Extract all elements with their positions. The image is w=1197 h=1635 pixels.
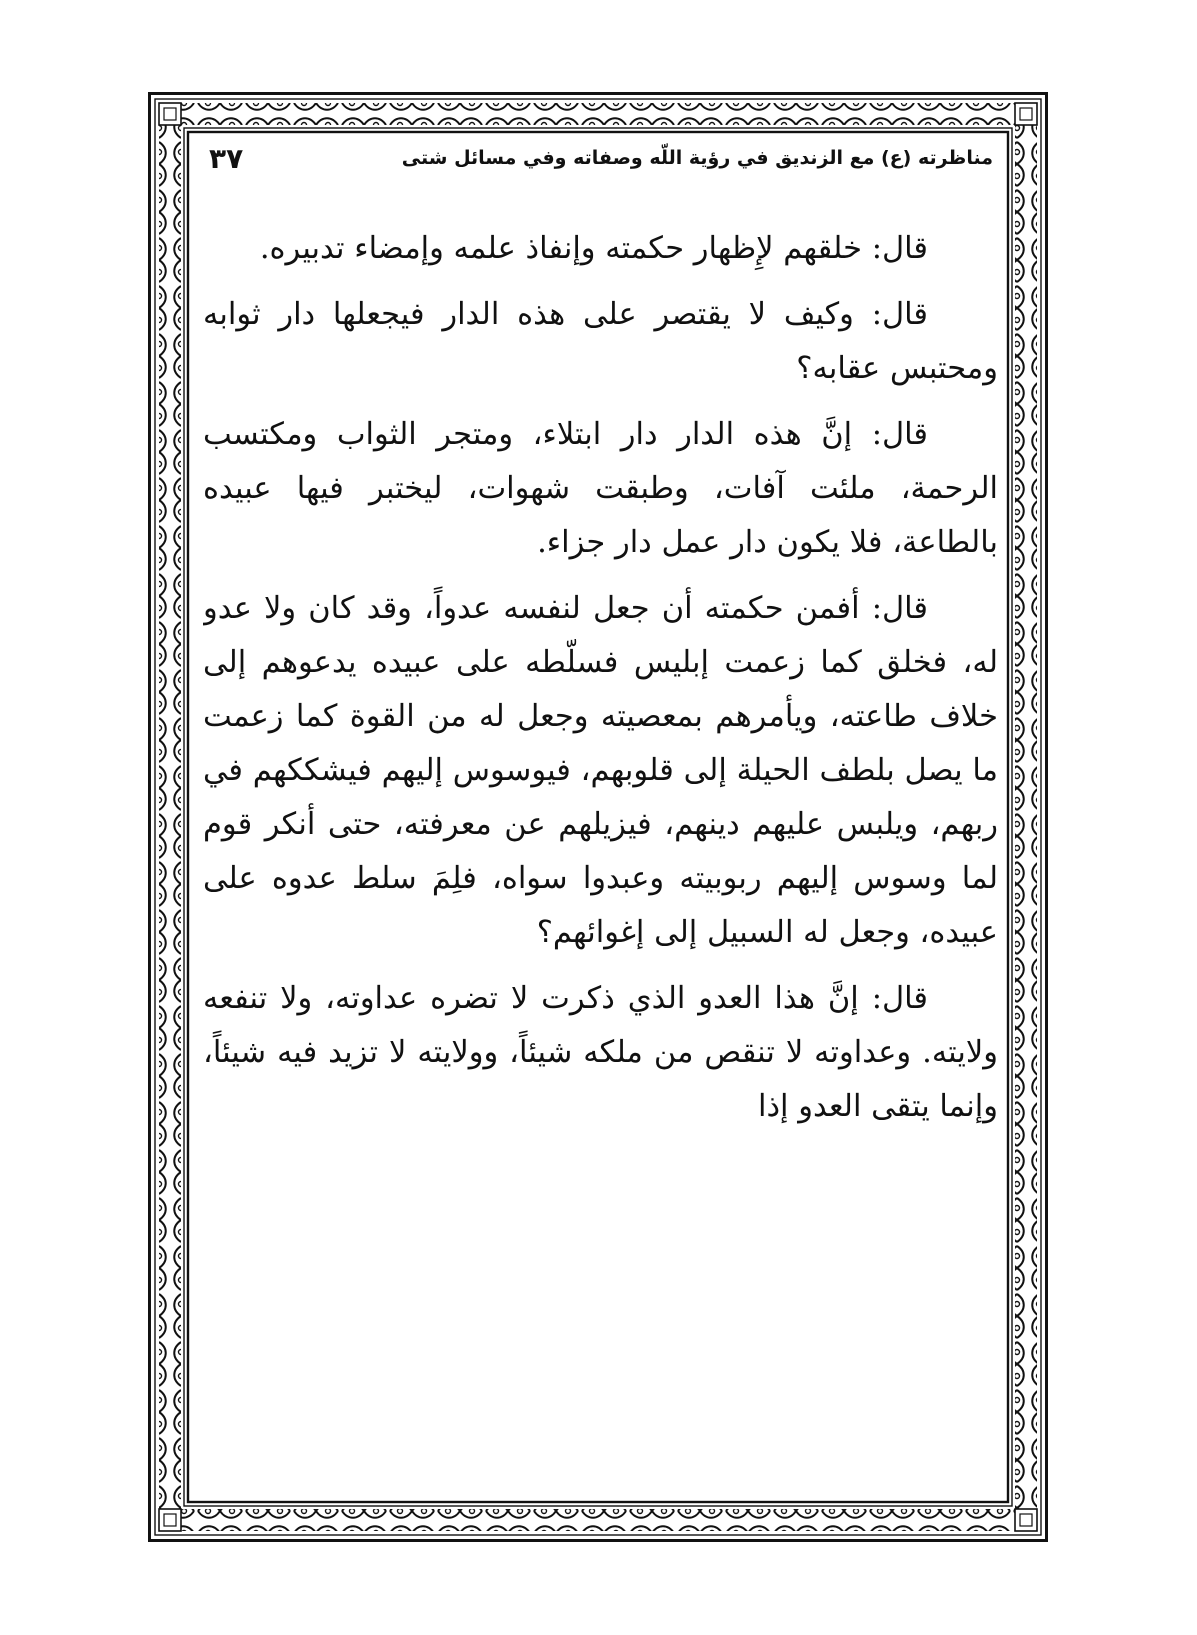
paragraph-text: إنَّ هذا العدو الذي ذكرت لا تضره عداوته، ولا تنفعه ولايته. وعداوته لا تنقص من ملكه شيئاً، وولايته لا تزيد فيه شيئاً، وإنما يتقى العدو إذا xyxy=(203,981,998,1124)
paragraph-text: خلقهم لإِظهار حكمته وإنفاذ علمه وإمضاء تدبيره. xyxy=(259,231,872,266)
paragraph-4 xyxy=(203,582,998,960)
speaker-label: قال: xyxy=(871,231,928,266)
page-header xyxy=(203,138,993,178)
speaker-label: قال: xyxy=(871,981,928,1016)
speaker-label: قال: xyxy=(871,591,928,626)
paragraph-text: أفمن حكمته أن جعل لنفسه عدواً، وقد كان ولا عدو له، فخلق كما زعمت إبليس فسلّطه على عبيده يدعوهم إلى خلاف طاعته، ويأمرهم بمعصيته وجعل له من القوة كما زعمت ما يصل بلطف الحيلة إلى قلوبهم، فيوسوس إليهم فيشككهم في ربهم، ويلبس عليهم دينهم، فيزيلهم عن معرفته، حتى أنكر قوم لما وسوس إليهم ربوبيته وعبدوا سواه، فلِمَ سلط عدوه على عبيده، وجعل له السبيل إلى إغوائهم؟ xyxy=(203,591,998,950)
paragraph-5 xyxy=(203,972,998,1134)
paragraph-text: وكيف لا يقتصر على هذه الدار فيجعلها دار ثوابه ومحتبس عقابه؟ xyxy=(203,297,998,386)
paragraph-2 xyxy=(203,288,998,396)
running-title: مناظرته (ع) مع الزنديق في رؤية اللّه وصفاته وفي مسائل شتى xyxy=(401,147,993,169)
page-frame xyxy=(148,92,1048,1542)
speaker-label: قال: xyxy=(871,417,928,452)
page-number: ٣٧ xyxy=(209,141,244,175)
paragraph-text: إنَّ هذه الدار دار ابتلاء، ومتجر الثواب ومكتسب الرحمة، ملئت آفات، وطبقت شهوات، ليختبر فيها عبيده بالطاعة، فلا يكون دار عمل دار جزاء. xyxy=(203,417,998,560)
speaker-label: قال: xyxy=(871,297,928,332)
body-text xyxy=(203,222,998,1522)
paragraph-1 xyxy=(203,222,998,276)
paragraph-3 xyxy=(203,408,998,570)
